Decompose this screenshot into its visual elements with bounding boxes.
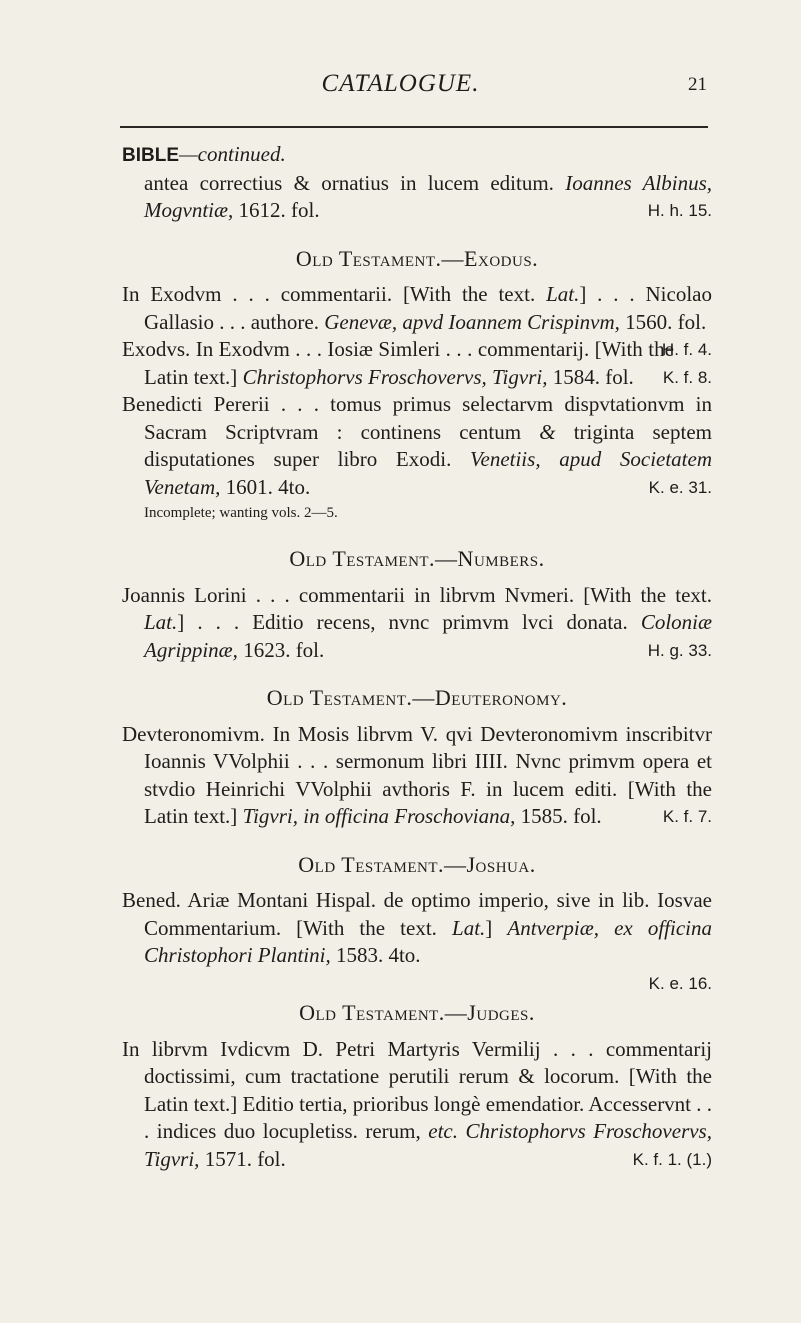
- lat-abbrev: Lat.: [452, 915, 486, 940]
- shelfmark: K. e. 31.: [648, 477, 712, 497]
- entry-text-cont: ] . . . Editio recens, nvnc primvm lvci donata.: [177, 610, 641, 634]
- ampersand: &: [539, 419, 556, 444]
- entry-text: Joannis Lorini . . . commentarii in librvm Nvmeri. [With the text.: [122, 582, 712, 607]
- running-head-title: CATALOGUE.: [321, 70, 480, 97]
- entry-text-cont: triginta septem disputationes super libro Exodi.: [144, 419, 712, 471]
- entry-date: 1584. fol.: [547, 364, 634, 389]
- entry-imprint: Antverpiæ, ex officina Christophori Plantini,: [144, 915, 712, 967]
- entry-date: 1601. 4to.: [220, 474, 311, 499]
- shelfmark: K. f. 1. (1.): [632, 1149, 712, 1169]
- shelfmark: H. f. 4.: [661, 340, 712, 359]
- shelfmark: K. e. 16.: [648, 973, 712, 993]
- entry-exodus-pererius: [122, 391, 712, 501]
- entry-exodus-gallasio: [122, 281, 712, 359]
- bible-heading: BIBLE: [122, 145, 179, 166]
- entry-imprint: Venetiis, apud Societatem Venetam,: [144, 447, 713, 499]
- entry-imprint: Tigvri, in officina Froschoviana,: [242, 804, 516, 828]
- section-heading-judges: Old Testament.—Judges.: [299, 1000, 535, 1025]
- section-heading-joshua: Old Testament.—Joshua.: [298, 851, 536, 877]
- entry-text: In librvm Ivdicvm D. Petri Martyris Vermilij . . . commentarij doctissimi, cum tractatione perutili rerum & locorum. [With the Latin text.] Editio tertia, prioribus longè emendatior. Accesservnt . . . indices duo locupletiss. rerum,: [122, 1036, 713, 1143]
- entry-numbers-lorinus: [122, 582, 712, 665]
- entry-exodus-simler: [122, 336, 712, 391]
- entry-deuteronomy-wolphius: [122, 721, 712, 831]
- entry-imprint: Genevæ, apvd Ioannem Crispinvm,: [324, 309, 620, 334]
- shelfmark: H. h. 15.: [647, 201, 712, 220]
- entry-imprint: Christophorvs Froschovervs, Tigvri,: [144, 1119, 712, 1171]
- entry-text: Exodvs. In Exodvm . . . Iosiæ Simleri . . . commentarij. [With the Latin text.]: [122, 337, 674, 389]
- shelfmark: K. f. 7.: [662, 807, 712, 826]
- entry-judges-vermilius: [122, 1036, 712, 1174]
- section-heading-deuteronomy: Old Testament.—Deuteronomy.: [266, 685, 568, 710]
- page-number: 21: [688, 74, 707, 95]
- entry-date: 1583. 4to.: [330, 943, 421, 967]
- entry-text: In Exodvm . . . commentarii. [With the text.: [122, 282, 547, 306]
- running-head: [0, 66, 801, 106]
- entry-text: Bened. Ariæ Montani Hispal. de optimo imperio, sive in lib. Iosvae Commentarium. [With the text.: [122, 888, 712, 940]
- continued-label: —continued.: [179, 142, 286, 166]
- entry-imprint: Coloniæ Agrippinæ,: [144, 610, 712, 662]
- entry-date: 1612. fol.: [233, 198, 320, 222]
- header-rule: [120, 126, 708, 128]
- entry-text-cont: ] . . . Nicolao Gallasio . . . authore.: [144, 282, 712, 334]
- entry-date: 1623. fol.: [237, 637, 325, 662]
- entry-text: antea correctius & ornatius in lucem editum.: [144, 170, 566, 195]
- entry-imprint: Ioannes Albinus, Mogvntiæ,: [144, 170, 713, 222]
- entry-text: Benedicti Pererii . . . tomus primus selectarvm dispvtationvm in Sacram Scriptvram : continens centum: [122, 392, 712, 444]
- lat-abbrev: Lat.: [546, 282, 580, 306]
- entry-date: 1560. fol.: [619, 309, 707, 334]
- entry-imprint: Christophorvs Froschovervs, Tigvri,: [242, 364, 548, 389]
- entry-date: 1585. fol.: [515, 804, 602, 828]
- section-heading-numbers: Old Testament.—Numbers.: [289, 546, 545, 571]
- section-heading-exodus: Old Testament.—Exodus.: [295, 245, 539, 271]
- lat-abbrev: Lat.: [144, 610, 178, 634]
- entry-text-cont: ]: [485, 915, 508, 940]
- entry-note: Incomplete; wanting vols. 2—5.: [144, 505, 338, 521]
- entry-text: Devteronomivm. In Mosis librvm V. qvi Devteronomivm inscribitvr Ioannis VVolphii . . . sermonum libri IIII. Nvnc primvm opera et stvdio Heinrichi VVolphii avthoris F. in lucem editi. [With the Latin text.]: [122, 721, 712, 828]
- etc-abbrev: etc.: [428, 1119, 458, 1143]
- entry-bible-continued: [122, 141, 712, 225]
- entry-date: 1571. fol.: [199, 1146, 286, 1171]
- shelfmark: K. f. 8.: [662, 367, 712, 387]
- entry-joshua-montanus: [122, 887, 712, 970]
- shelfmark: H. g. 33.: [647, 640, 712, 660]
- catalogue-content: [122, 141, 712, 1173]
